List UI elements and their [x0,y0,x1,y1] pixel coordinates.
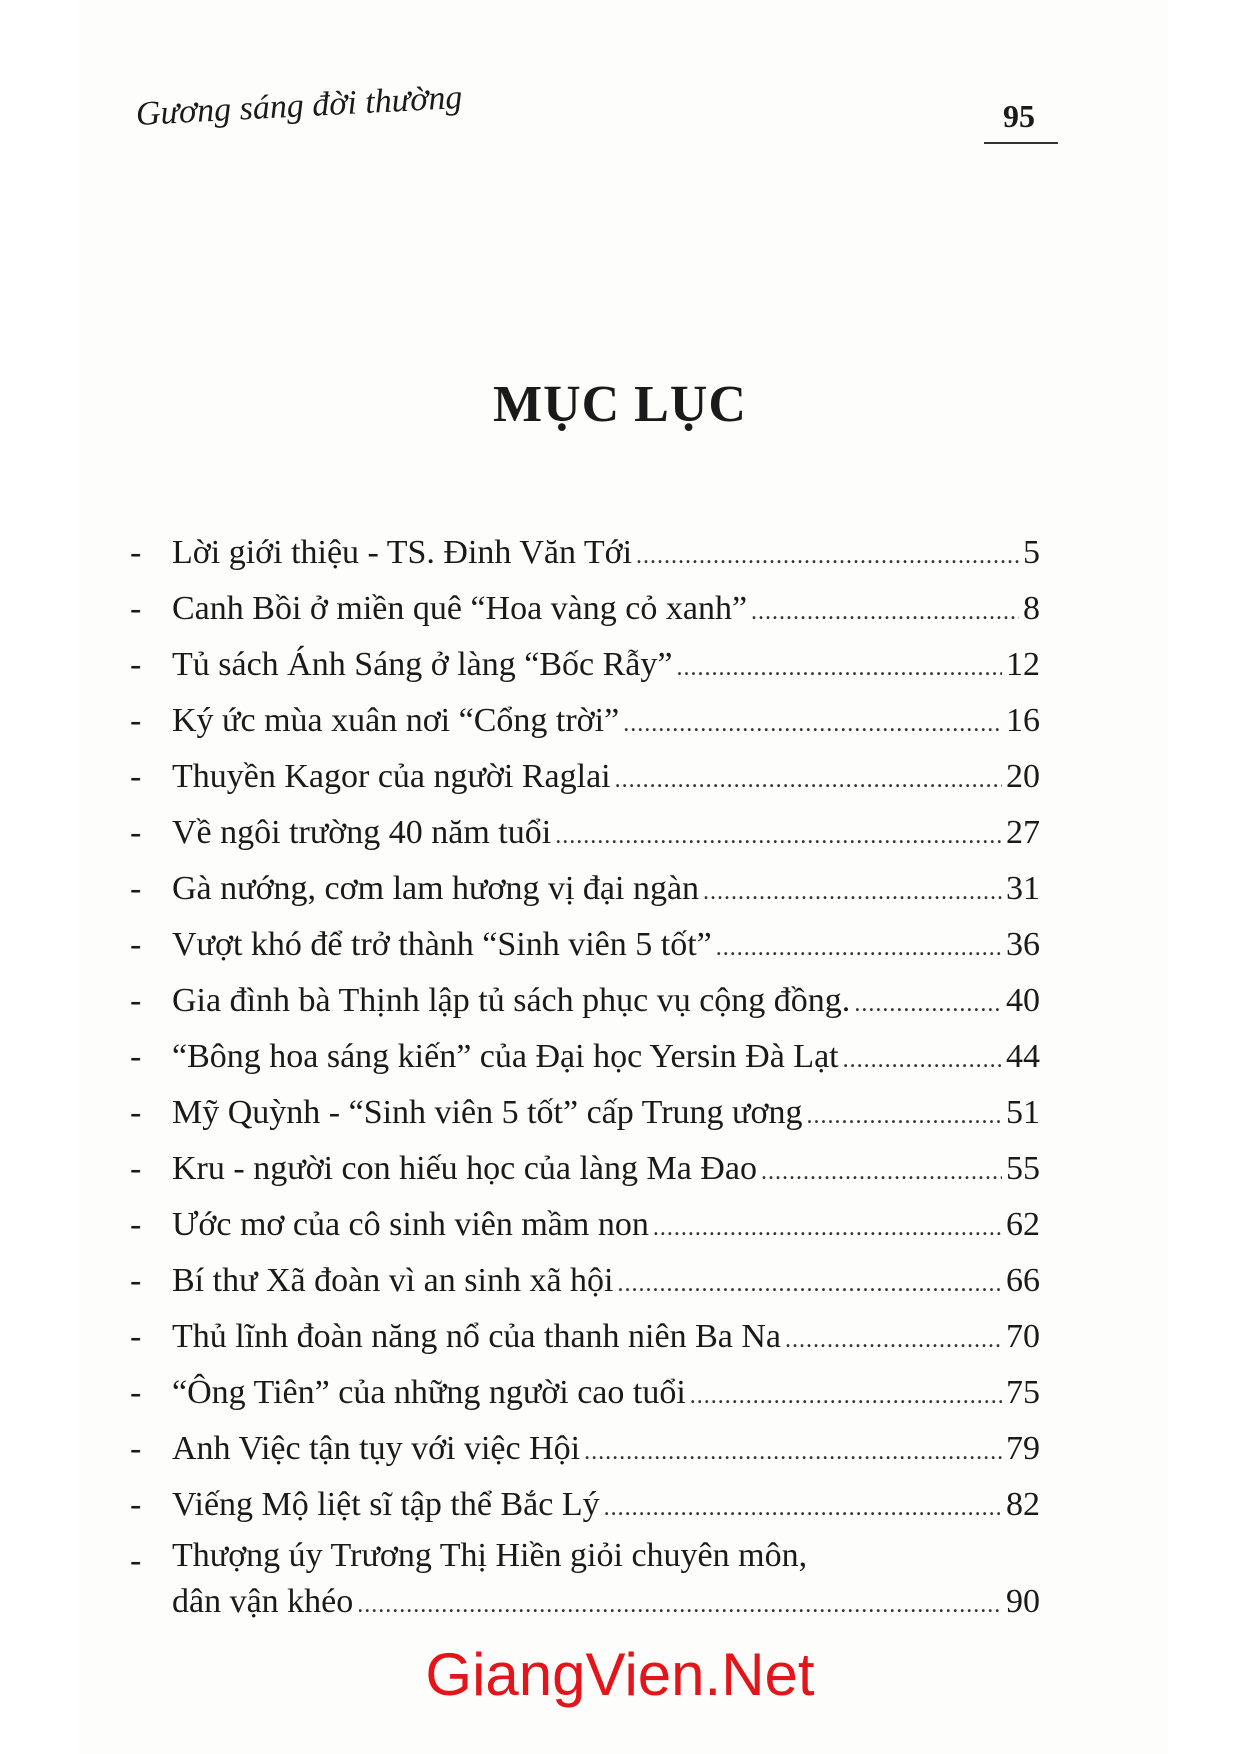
toc-bullet: - [130,1038,142,1075]
toc-entry-page: 31 [1006,870,1040,907]
page-number-rule [984,142,1058,144]
toc-entry [130,973,1040,1029]
toc-entry-title: Kru - người con hiếu học của làng Ma Đao [172,1150,757,1187]
dot-leader [751,581,1019,640]
toc-entry-title-line1: Thượng úy Trương Thị Hiền giỏi chuyên môn, [172,1537,808,1574]
toc-entry-page: 79 [1006,1430,1040,1467]
dot-leader [623,693,1002,752]
toc-entry-title: Mỹ Quỳnh - “Sinh viên 5 tốt” cấp Trung ương [172,1094,803,1131]
toc-entry [130,1365,1040,1421]
toc-entry [130,805,1040,861]
dot-leader [357,1579,1002,1628]
dot-leader [636,525,1019,584]
toc-bullet: - [130,534,142,571]
toc-bullet: - [130,1318,142,1355]
toc-entry-page: 16 [1006,702,1040,739]
toc-entry-page: 55 [1006,1150,1040,1187]
toc-entry-title: Bí thư Xã đoàn vì an sinh xã hội [172,1262,614,1299]
toc-entry [130,525,1040,581]
dot-leader [843,1029,1002,1088]
toc-entry-page: 75 [1006,1374,1040,1411]
running-title: Gương sáng đời thường [135,78,464,133]
toc-bullet: - [130,646,142,683]
dot-leader [653,1197,1002,1256]
toc-bullet: - [130,1542,142,1579]
dot-leader [676,637,1002,696]
toc-entry-title: Thuyền Kagor của người Raglai [172,758,611,795]
toc-entry [130,1309,1040,1365]
toc-entry-page: 36 [1006,926,1040,963]
toc-entry [130,749,1040,805]
toc-entry [130,1029,1040,1085]
toc-entry-title: Lời giới thiệu - TS. Đinh Văn Tới [172,534,633,571]
toc-entry [130,1085,1040,1141]
toc-entry-title: Canh Bồi ở miền quê “Hoa vàng cỏ xanh” [172,590,748,627]
dot-leader [555,805,1002,864]
toc-entry-title: Anh Việc tận tụy với việc Hội [172,1430,581,1467]
toc-entry-title: Gia đình bà Thịnh lập tủ sách phục vụ cộng đồng. [172,982,851,1019]
toc-bullet: - [130,926,142,963]
dot-leader [604,1477,1002,1536]
toc-entry-page: 44 [1006,1038,1040,1075]
toc-bullet: - [130,1486,142,1523]
toc-entry-title: Ước mơ của cô sinh viên mầm non [172,1206,649,1243]
watermark: GiangVien.Net [425,1641,815,1708]
toc-entry [130,917,1040,973]
dot-leader [716,917,1002,976]
dot-leader [584,1421,1002,1480]
toc-bullet: - [130,758,142,795]
toc-entry [130,1197,1040,1253]
toc-entry-page: 70 [1006,1318,1040,1355]
toc-entry-title: “Ông Tiên” của những người cao tuổi [172,1374,686,1411]
toc-entry-title: “Bông hoa sáng kiến” của Đại học Yersin Đà Lạt [172,1038,839,1075]
toc-entry [130,581,1040,637]
toc-bullet: - [130,814,142,851]
toc-bullet: - [130,1430,142,1467]
toc-entry-title-line2: dân vận khéo [172,1583,354,1620]
toc-entry-title: Viếng Mộ liệt sĩ tập thể Bắc Lý [172,1486,600,1523]
table-of-contents [130,525,1040,1625]
dot-leader [761,1141,1002,1200]
dot-leader [785,1309,1002,1368]
toc-entry [130,1477,1040,1533]
toc-bullet: - [130,1374,142,1411]
dot-leader [618,1253,1003,1312]
toc-entry-title: Thủ lĩnh đoàn năng nổ của thanh niên Ba Na [172,1318,782,1355]
toc-bullet: - [130,1094,142,1131]
toc-entry-page: 12 [1006,646,1040,683]
toc-entry [130,1141,1040,1197]
toc-entry-title: Gà nướng, cơm lam hương vị đại ngàn [172,870,700,907]
page-number: 95 [1003,98,1035,134]
toc-entry [130,1533,1040,1625]
toc-bullet: - [130,870,142,907]
dot-leader [703,861,1002,920]
toc-entry [130,693,1040,749]
toc-entry-title: Vượt khó để trở thành “Sinh viên 5 tốt” [172,926,712,963]
toc-bullet: - [130,1262,142,1299]
toc-bullet: - [130,1150,142,1187]
toc-entry-title: Ký ức mùa xuân nơi “Cổng trời” [172,702,620,739]
toc-entry-page: 40 [1006,982,1040,1019]
toc-entry-title-line2-row [172,1579,1040,1628]
toc-bullet: - [130,1206,142,1243]
toc-entry [130,861,1040,917]
toc-entry-title: Về ngôi trường 40 năm tuổi [172,814,552,851]
dot-leader [854,973,1002,1032]
toc-entry-page: 62 [1006,1206,1040,1243]
toc-entry [130,1421,1040,1477]
toc-entry-page: 20 [1006,758,1040,795]
toc-entry-title: Tủ sách Ánh Sáng ở làng “Bốc Rẫy” [172,646,673,683]
toc-entry-page: 27 [1006,814,1040,851]
toc-entry-page: 66 [1006,1262,1040,1299]
toc-entry [130,637,1040,693]
dot-leader [806,1085,1002,1144]
toc-entry-page: 5 [1023,534,1040,571]
toc-bullet: - [130,982,142,1019]
toc-heading: MỤC LỤC [493,376,747,433]
toc-entry-body [172,1533,1040,1628]
toc-entry-page: 51 [1006,1094,1040,1131]
toc-entry [130,1253,1040,1309]
toc-entry-page: 82 [1006,1486,1040,1523]
toc-entry-page: 90 [1006,1583,1040,1620]
toc-bullet: - [130,702,142,739]
toc-entry-page: 8 [1023,590,1040,627]
toc-bullet: - [130,590,142,627]
dot-leader [615,749,1002,808]
dot-leader [690,1365,1002,1424]
